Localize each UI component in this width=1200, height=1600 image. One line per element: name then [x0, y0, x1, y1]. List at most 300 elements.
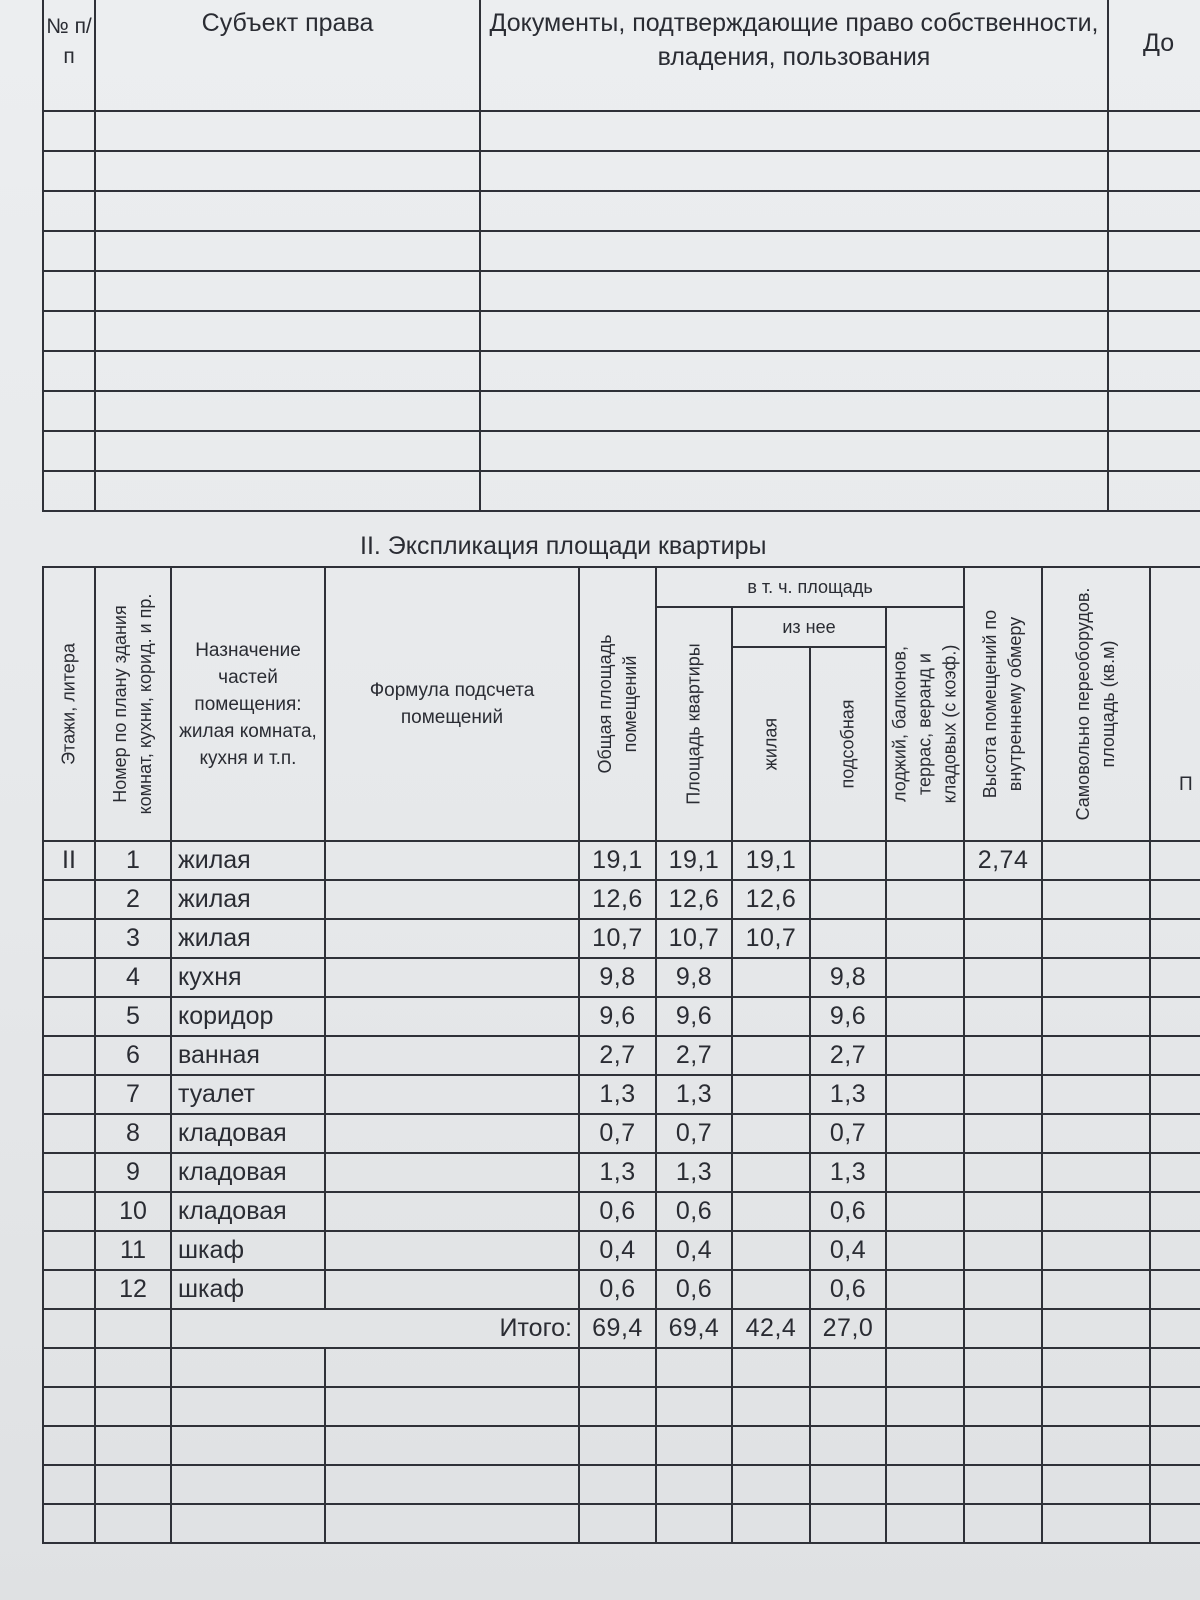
auxiliary-area-cell [810, 880, 886, 919]
table-cell [964, 1387, 1042, 1426]
table-cell [1042, 1426, 1150, 1465]
table-cell [480, 271, 1108, 311]
table-cell [886, 1426, 964, 1465]
unauthorized-cell [1042, 841, 1150, 880]
totals-total-area: 69,4 [579, 1309, 656, 1348]
unauthorized-cell [1042, 919, 1150, 958]
loggia-cell [886, 1075, 964, 1114]
table-cell [325, 1348, 579, 1387]
table-cell [964, 1348, 1042, 1387]
table-cell [43, 111, 95, 151]
table-cell [43, 1504, 95, 1543]
purpose-cell: туалет [171, 1075, 325, 1114]
loggia-cell [886, 1036, 964, 1075]
unauthorized-cell [1042, 1270, 1150, 1309]
explication-table [42, 566, 1200, 1544]
height-cell [964, 1231, 1042, 1270]
table-cell [656, 1387, 732, 1426]
apartment-area-cell: 1,3 [656, 1153, 732, 1192]
room-number-cell: 6 [95, 1036, 171, 1075]
table-cell [1108, 151, 1200, 191]
rights-table-row [43, 311, 1200, 351]
table-cell [480, 191, 1108, 231]
rights-table-row [43, 351, 1200, 391]
apartment-area-cell: 0,6 [656, 1270, 732, 1309]
header-unauthorized: Самовольно переоборудов. площадь (кв.м) [1042, 567, 1150, 841]
loggia-cell [886, 880, 964, 919]
blank-row [43, 1348, 1200, 1387]
table-cell [95, 1387, 171, 1426]
table-cell [95, 351, 480, 391]
table-cell [43, 191, 95, 231]
table-row [43, 958, 1200, 997]
total-area-cell: 10,7 [579, 919, 656, 958]
unauthorized-cell [1042, 880, 1150, 919]
rights-table-row [43, 391, 1200, 431]
table-cell [43, 231, 95, 271]
formula-cell [325, 997, 579, 1036]
height-cell [964, 1192, 1042, 1231]
cut-cell [1150, 958, 1200, 997]
room-number-cell: 11 [95, 1231, 171, 1270]
cut-cell [1150, 1153, 1200, 1192]
formula-cell [325, 1075, 579, 1114]
floor-cell [43, 1036, 95, 1075]
table-cell [656, 1348, 732, 1387]
loggia-cell [886, 997, 964, 1036]
floor-cell [43, 1309, 95, 1348]
table-cell [95, 151, 480, 191]
table-cell [171, 1426, 325, 1465]
table-cell [579, 1426, 656, 1465]
table-cell [1042, 1387, 1150, 1426]
cut-cell [1150, 1036, 1200, 1075]
unauthorized-cell [1042, 1114, 1150, 1153]
apartment-area-cell: 9,6 [656, 997, 732, 1036]
room-number-cell: 7 [95, 1075, 171, 1114]
table-cell [964, 1309, 1042, 1348]
apartment-area-cell: 19,1 [656, 841, 732, 880]
table-cell [1108, 431, 1200, 471]
table-cell [732, 1465, 810, 1504]
table-cell [95, 231, 480, 271]
header-living: жилая [732, 647, 810, 841]
height-cell [964, 1270, 1042, 1309]
table-cell [1042, 1504, 1150, 1543]
total-area-cell: 9,6 [579, 997, 656, 1036]
table-row [43, 1192, 1200, 1231]
table-cell [325, 1465, 579, 1504]
apartment-area-cell: 12,6 [656, 880, 732, 919]
room-number-cell: 8 [95, 1114, 171, 1153]
purpose-cell: шкаф [171, 1270, 325, 1309]
auxiliary-area-cell: 0,6 [810, 1192, 886, 1231]
height-cell [964, 1075, 1042, 1114]
living-area-cell: 10,7 [732, 919, 810, 958]
header-partial: До [1108, 0, 1200, 111]
table-cell [886, 1504, 964, 1543]
table-cell [480, 111, 1108, 151]
table-cell [1150, 1387, 1200, 1426]
table-cell [43, 271, 95, 311]
living-area-cell: 19,1 [732, 841, 810, 880]
loggia-cell [886, 958, 964, 997]
auxiliary-area-cell: 9,8 [810, 958, 886, 997]
formula-cell [325, 1036, 579, 1075]
floor-cell [43, 1114, 95, 1153]
table-cell [810, 1348, 886, 1387]
header-height: Высота помещений по внутреннему обмеру [964, 567, 1042, 841]
total-area-cell: 1,3 [579, 1153, 656, 1192]
table-cell [732, 1504, 810, 1543]
table-row [43, 997, 1200, 1036]
living-area-cell [732, 1153, 810, 1192]
table-cell [43, 351, 95, 391]
table-cell [43, 311, 95, 351]
rights-table-header [43, 0, 1200, 111]
table-cell [95, 431, 480, 471]
room-number-cell: 5 [95, 997, 171, 1036]
table-row [43, 1114, 1200, 1153]
header-auxiliary: подсобная [810, 647, 886, 841]
table-row [43, 1075, 1200, 1114]
rights-table-row [43, 431, 1200, 471]
table-cell [480, 231, 1108, 271]
cut-cell [1150, 1270, 1200, 1309]
living-area-cell [732, 958, 810, 997]
living-area-cell [732, 1036, 810, 1075]
total-area-cell: 0,6 [579, 1192, 656, 1231]
table-cell [480, 431, 1108, 471]
header-documents: Документы, подтверждающие право собственности, владения, пользования [480, 0, 1108, 111]
table-cell [886, 1387, 964, 1426]
table-cell [95, 271, 480, 311]
table-cell [886, 1309, 964, 1348]
formula-cell [325, 1153, 579, 1192]
blank-row [43, 1426, 1200, 1465]
table-cell [1150, 1348, 1200, 1387]
total-area-cell: 19,1 [579, 841, 656, 880]
living-area-cell [732, 997, 810, 1036]
formula-cell [325, 919, 579, 958]
table-cell [43, 1465, 95, 1504]
total-area-cell: 0,4 [579, 1231, 656, 1270]
table-cell [95, 1504, 171, 1543]
blank-row [43, 1465, 1200, 1504]
table-cell [95, 1465, 171, 1504]
rights-table-row [43, 231, 1200, 271]
table-cell [656, 1426, 732, 1465]
table-cell [810, 1426, 886, 1465]
table-cell [43, 431, 95, 471]
table-cell [171, 1504, 325, 1543]
living-area-cell [732, 1075, 810, 1114]
blank-row [43, 1504, 1200, 1543]
header-num: № п/п [43, 0, 95, 111]
unauthorized-cell [1042, 1075, 1150, 1114]
table-cell [325, 1426, 579, 1465]
apartment-area-cell: 0,4 [656, 1231, 732, 1270]
rights-table-row [43, 151, 1200, 191]
table-row [43, 841, 1200, 880]
table-cell [1108, 231, 1200, 271]
table-cell [43, 1426, 95, 1465]
table-cell [579, 1387, 656, 1426]
table-cell [43, 151, 95, 191]
table-cell [171, 1465, 325, 1504]
height-cell [964, 1036, 1042, 1075]
apartment-area-cell: 0,6 [656, 1192, 732, 1231]
cut-cell [1150, 919, 1200, 958]
table-cell [480, 311, 1108, 351]
table-cell [656, 1504, 732, 1543]
unauthorized-cell [1042, 1036, 1150, 1075]
table-cell [43, 391, 95, 431]
header-subject: Субъект права [95, 0, 480, 111]
table-cell [95, 391, 480, 431]
purpose-cell: жилая [171, 841, 325, 880]
rights-table-row [43, 271, 1200, 311]
purpose-cell: коридор [171, 997, 325, 1036]
header-room-no: Номер по плану здания комнат, кухни, корид. и пр. [95, 567, 171, 841]
total-area-cell: 2,7 [579, 1036, 656, 1075]
floor-cell [43, 1231, 95, 1270]
table-cell [1042, 1348, 1150, 1387]
apartment-area-cell: 1,3 [656, 1075, 732, 1114]
table-cell [579, 1465, 656, 1504]
blank-row [43, 1387, 1200, 1426]
auxiliary-area-cell: 0,7 [810, 1114, 886, 1153]
table-cell [1042, 1465, 1150, 1504]
totals-row [43, 1309, 1200, 1348]
unauthorized-cell [1042, 1231, 1150, 1270]
table-cell [1150, 1465, 1200, 1504]
total-area-cell: 0,7 [579, 1114, 656, 1153]
table-cell [480, 151, 1108, 191]
room-number-cell: 10 [95, 1192, 171, 1231]
cut-cell [1150, 880, 1200, 919]
apartment-area-cell: 9,8 [656, 958, 732, 997]
purpose-cell: кладовая [171, 1114, 325, 1153]
table-row [43, 880, 1200, 919]
table-cell [171, 1387, 325, 1426]
table-row [43, 1231, 1200, 1270]
header-cut-column: П [1150, 567, 1200, 841]
cut-cell [1150, 1231, 1200, 1270]
header-total-area: Общая площадь помещений [579, 567, 656, 841]
table-cell [325, 1387, 579, 1426]
formula-cell [325, 1192, 579, 1231]
cut-cell [1150, 841, 1200, 880]
total-area-cell: 12,6 [579, 880, 656, 919]
rights-table-row [43, 111, 1200, 151]
table-cell [810, 1465, 886, 1504]
table-cell [886, 1465, 964, 1504]
table-cell [95, 311, 480, 351]
header-apartment-area: Площадь квартиры [656, 607, 732, 841]
living-area-cell [732, 1231, 810, 1270]
purpose-cell: кладовая [171, 1192, 325, 1231]
auxiliary-area-cell: 1,3 [810, 1075, 886, 1114]
auxiliary-area-cell [810, 841, 886, 880]
unauthorized-cell [1042, 958, 1150, 997]
table-row [43, 1036, 1200, 1075]
table-cell [1150, 1309, 1200, 1348]
table-cell [43, 1387, 95, 1426]
table-cell [1042, 1309, 1150, 1348]
room-number-cell [95, 1309, 171, 1348]
table-cell [1108, 191, 1200, 231]
totals-living-area: 42,4 [732, 1309, 810, 1348]
total-area-cell: 9,8 [579, 958, 656, 997]
height-cell [964, 880, 1042, 919]
height-cell [964, 1153, 1042, 1192]
room-number-cell: 12 [95, 1270, 171, 1309]
table-cell [810, 1387, 886, 1426]
table-cell [1108, 351, 1200, 391]
loggia-cell [886, 1270, 964, 1309]
rights-table-row [43, 191, 1200, 231]
floor-cell [43, 1075, 95, 1114]
auxiliary-area-cell: 0,6 [810, 1270, 886, 1309]
table-cell [810, 1504, 886, 1543]
table-cell [732, 1348, 810, 1387]
table-cell [480, 471, 1108, 511]
cut-cell [1150, 1075, 1200, 1114]
room-number-cell: 4 [95, 958, 171, 997]
living-area-cell [732, 1192, 810, 1231]
header-floors: Этажи, литера [43, 567, 95, 841]
table-cell [480, 351, 1108, 391]
loggia-cell [886, 841, 964, 880]
floor-cell [43, 880, 95, 919]
table-cell [732, 1387, 810, 1426]
purpose-cell: жилая [171, 880, 325, 919]
loggia-cell [886, 1231, 964, 1270]
height-cell [964, 1114, 1042, 1153]
table-cell [886, 1348, 964, 1387]
floor-cell [43, 958, 95, 997]
table-cell [1108, 271, 1200, 311]
formula-cell [325, 880, 579, 919]
header-incl-area: в т. ч. площадь [656, 567, 964, 607]
table-cell [1108, 311, 1200, 351]
table-cell [43, 1348, 95, 1387]
table-cell [95, 1426, 171, 1465]
purpose-cell: шкаф [171, 1231, 325, 1270]
purpose-cell: ванная [171, 1036, 325, 1075]
auxiliary-area-cell: 9,6 [810, 997, 886, 1036]
apartment-area-cell: 2,7 [656, 1036, 732, 1075]
totals-label: Итого: [171, 1309, 579, 1348]
table-row [43, 919, 1200, 958]
apartment-area-cell: 0,7 [656, 1114, 732, 1153]
table-cell [732, 1426, 810, 1465]
cut-cell [1150, 997, 1200, 1036]
table-cell [964, 1504, 1042, 1543]
header-purpose: Назначение частей помещения: жилая комната, кухня и т.п. [171, 567, 325, 841]
total-area-cell: 0,6 [579, 1270, 656, 1309]
floor-cell [43, 919, 95, 958]
table-cell [656, 1465, 732, 1504]
height-cell [964, 997, 1042, 1036]
table-cell [579, 1348, 656, 1387]
height-cell: 2,74 [964, 841, 1042, 880]
formula-cell [325, 1270, 579, 1309]
apartment-area-cell: 10,7 [656, 919, 732, 958]
table-cell [95, 191, 480, 231]
auxiliary-area-cell [810, 919, 886, 958]
table-cell [579, 1504, 656, 1543]
table-cell [171, 1348, 325, 1387]
table-cell [43, 471, 95, 511]
floor-cell [43, 1192, 95, 1231]
floor-cell [43, 1270, 95, 1309]
auxiliary-area-cell: 1,3 [810, 1153, 886, 1192]
table-cell [1108, 391, 1200, 431]
room-number-cell: 9 [95, 1153, 171, 1192]
total-area-cell: 1,3 [579, 1075, 656, 1114]
rights-table-row [43, 471, 1200, 511]
unauthorized-cell [1042, 997, 1150, 1036]
unauthorized-cell [1042, 1153, 1150, 1192]
purpose-cell: кухня [171, 958, 325, 997]
floor-cell [43, 1153, 95, 1192]
living-area-cell [732, 1114, 810, 1153]
floor-cell: II [43, 841, 95, 880]
table-cell [964, 1465, 1042, 1504]
table-cell [95, 1348, 171, 1387]
table-cell [964, 1426, 1042, 1465]
cut-cell [1150, 1192, 1200, 1231]
table-row [43, 1153, 1200, 1192]
height-cell [964, 919, 1042, 958]
section-title: II. Экспликация площади квартиры [360, 532, 767, 560]
living-area-cell: 12,6 [732, 880, 810, 919]
table-row [43, 1270, 1200, 1309]
room-number-cell: 2 [95, 880, 171, 919]
formula-cell [325, 958, 579, 997]
table-cell [95, 471, 480, 511]
loggia-cell [886, 919, 964, 958]
totals-auxiliary-area: 27,0 [810, 1309, 886, 1348]
unauthorized-cell [1042, 1192, 1150, 1231]
height-cell [964, 958, 1042, 997]
loggia-cell [886, 1192, 964, 1231]
table-cell [95, 111, 480, 151]
cut-cell [1150, 1114, 1200, 1153]
auxiliary-area-cell: 0,4 [810, 1231, 886, 1270]
table-cell [1108, 111, 1200, 151]
header-loggias: лоджий, балконов, террас, веранд и кладовых (с коэф.) [886, 607, 964, 841]
table-cell [480, 391, 1108, 431]
table-cell [325, 1504, 579, 1543]
header-formula: Формула подсчета помещений [325, 567, 579, 841]
formula-cell [325, 841, 579, 880]
header-of-which: из нее [732, 607, 886, 647]
room-number-cell: 3 [95, 919, 171, 958]
purpose-cell: кладовая [171, 1153, 325, 1192]
formula-cell [325, 1231, 579, 1270]
purpose-cell: жилая [171, 919, 325, 958]
formula-cell [325, 1114, 579, 1153]
loggia-cell [886, 1153, 964, 1192]
floor-cell [43, 997, 95, 1036]
loggia-cell [886, 1114, 964, 1153]
room-number-cell: 1 [95, 841, 171, 880]
living-area-cell [732, 1270, 810, 1309]
totals-apartment-area: 69,4 [656, 1309, 732, 1348]
